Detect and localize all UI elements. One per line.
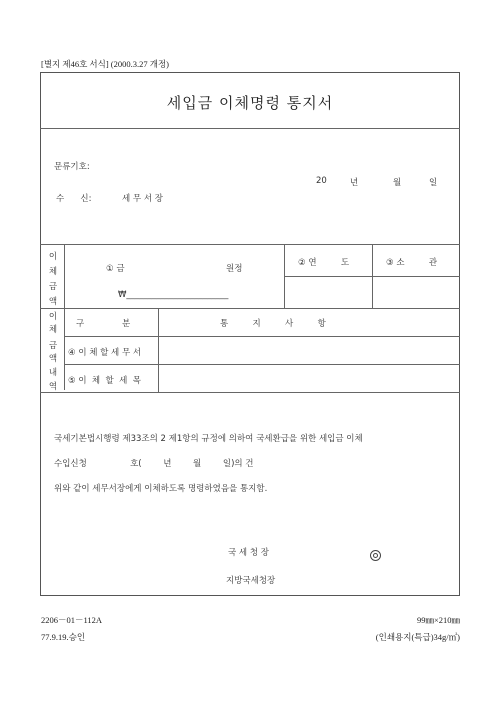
title-divider (40, 128, 460, 129)
detail-line-1 (64, 336, 460, 337)
detail-side-char: 금 (48, 341, 58, 351)
detail-side-char: 체 (48, 325, 58, 335)
regional-office: 지방국세청장 (226, 576, 276, 586)
paper-spec: (인쇄용지(특급)34g/㎡) (375, 632, 460, 642)
category-column-label: 구 분 (76, 319, 131, 329)
body-line-3: 위와 같이 세무서장에게 이체하도록 명령하였음을 통지함. (54, 484, 268, 494)
form-frame (40, 72, 460, 596)
year-column-label: ② 연 도 (298, 258, 350, 268)
recipient-value: 세 무 서 장 (122, 194, 163, 204)
year-label: 년 (350, 178, 359, 188)
day-label: 일 (429, 178, 438, 188)
jurisdiction-column-label: ③ 소 관 (386, 258, 438, 268)
issuer-office: 국 세 청 장 (228, 548, 269, 558)
body-line-1: 국세기본법시행령 제33조의 2 제1항의 규정에 의하여 국세환급을 위한 세입금 이체 (54, 434, 363, 444)
date-prefix: 20 (316, 176, 327, 186)
detail-bottom-line (40, 392, 460, 393)
amount-side-char: 이 (48, 252, 58, 262)
amount-bottom-line (40, 308, 460, 309)
amount-label: ① 금 (106, 264, 125, 274)
form-code: 2206－01－112A (41, 615, 103, 625)
recipient-label: 수 신: (56, 194, 92, 204)
amount-side-char: 액 (48, 297, 58, 307)
detail-side-char: 이 (48, 312, 58, 322)
amount-top-line (40, 244, 460, 245)
detail-col-divider (158, 308, 159, 392)
amount-side-char: 금 (48, 282, 58, 292)
detail-side-char: 내 (48, 368, 58, 378)
seal-icon (370, 546, 381, 565)
won-label: 원정 (226, 264, 243, 274)
detail-side-char: 액 (48, 354, 58, 364)
row-target-tax-office: ④ 이 체 할 세 무 서 (68, 348, 142, 358)
body-line-2: 수입신청 호( 년 월 일)의 건 (54, 459, 254, 469)
form-reference: [별지 제46호 서식] (2000.3.27 개정) (41, 59, 170, 69)
side-label-divider (64, 244, 65, 390)
won-amount-line: ₩________________________ (118, 290, 229, 300)
doc-number-label: 문류기호: (54, 162, 90, 172)
approval-date: 77.9.19.승인 (41, 632, 86, 642)
paper-size: 99㎜×210㎜ (416, 615, 460, 625)
month-label: 월 (393, 178, 402, 188)
detail-line-2 (64, 364, 460, 365)
notice-column-label: 통 지 사 항 (220, 319, 326, 329)
row-target-tax-item: ⑤ 이 체 할 세 목 (68, 376, 141, 386)
detail-side-char: 역 (48, 382, 58, 392)
amount-col-divider-2 (372, 244, 373, 308)
amount-col-divider-1 (284, 244, 285, 308)
amount-side-char: 체 (48, 267, 58, 277)
page-title: 세입금 이체명령 통지서 (166, 94, 334, 112)
